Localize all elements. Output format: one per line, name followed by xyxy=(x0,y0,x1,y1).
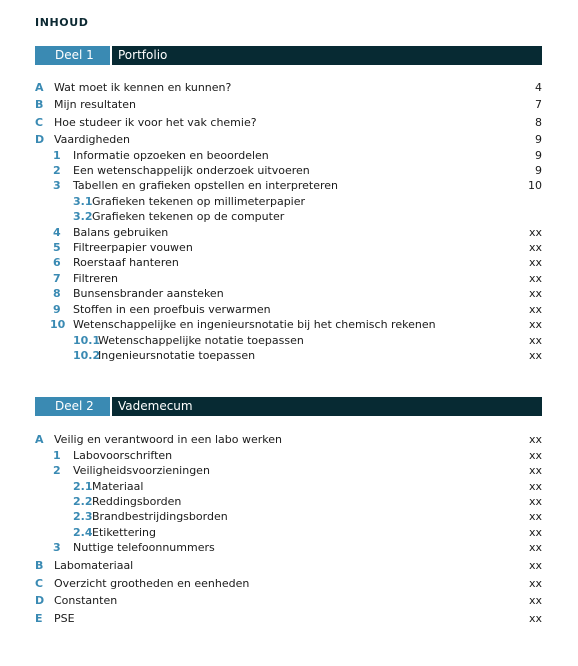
entry-page: 10 xyxy=(528,179,542,192)
entry-number: 10.2 xyxy=(73,349,101,362)
entry-number: D xyxy=(35,594,45,607)
entry-page: 8 xyxy=(535,116,542,129)
entry-number: C xyxy=(35,116,44,129)
entry-label: Labovoorschriften xyxy=(73,449,173,462)
toc-entry[interactable] xyxy=(0,593,578,608)
entry-page: xx xyxy=(528,318,542,331)
toc-entry[interactable] xyxy=(0,432,578,447)
entry-label: PSE xyxy=(54,612,75,625)
entry-label: Constanten xyxy=(54,594,118,607)
entry-label: Filtreerpapier vouwen xyxy=(73,241,193,254)
part-title: Portfolio xyxy=(110,46,167,65)
entry-page: 4 xyxy=(535,81,542,94)
entry-page: xx xyxy=(528,256,542,269)
entry-page: xx xyxy=(528,303,542,316)
entry-page: xx xyxy=(528,272,542,285)
toc-entry[interactable] xyxy=(0,611,578,626)
part-number: Deel 1 xyxy=(35,46,110,65)
entry-number: B xyxy=(35,98,44,111)
toc-entry[interactable] xyxy=(0,509,578,524)
entry-page: xx xyxy=(528,433,542,446)
entry-page: xx xyxy=(528,480,542,493)
toc-entry[interactable] xyxy=(0,525,578,540)
entry-label: Reddingsborden xyxy=(92,495,182,508)
entry-number: 2.3 xyxy=(73,510,93,523)
entry-label: Labomateriaal xyxy=(54,559,134,572)
entry-number: E xyxy=(35,612,43,625)
part-2-header xyxy=(35,397,542,416)
entry-page: 9 xyxy=(535,133,542,146)
part-title: Vademecum xyxy=(110,397,193,416)
entry-label: Wetenschappelijke notatie toepassen xyxy=(98,334,304,347)
entry-page: xx xyxy=(528,541,542,554)
entry-page: xx xyxy=(528,449,542,462)
entry-label: Mijn resultaten xyxy=(54,98,136,111)
entry-label: Filtreren xyxy=(73,272,119,285)
toc-entry[interactable] xyxy=(0,132,578,147)
toc-entry[interactable] xyxy=(0,255,578,270)
toc-entry[interactable] xyxy=(0,479,578,494)
entry-number: C xyxy=(35,577,44,590)
toc-entry[interactable] xyxy=(0,163,578,178)
toc-entry[interactable] xyxy=(0,194,578,209)
entry-page: xx xyxy=(528,495,542,508)
entry-label: Informatie opzoeken en beoordelen xyxy=(73,149,269,162)
entry-page: xx xyxy=(528,349,542,362)
entry-label: Balans gebruiken xyxy=(73,226,169,239)
toc-entry[interactable] xyxy=(0,225,578,240)
toc-entry[interactable] xyxy=(0,115,578,130)
entry-page: xx xyxy=(528,226,542,239)
entry-label: Bunsensbrander aansteken xyxy=(73,287,224,300)
entry-page: xx xyxy=(528,464,542,477)
entry-label: Brandbestrijdingsborden xyxy=(92,510,228,523)
entry-number: B xyxy=(35,559,44,572)
toc-entry[interactable] xyxy=(0,448,578,463)
entry-label: Ingenieursnotatie toepassen xyxy=(98,349,256,362)
entry-label: Etikettering xyxy=(92,526,156,539)
entry-number: 2.1 xyxy=(73,480,93,493)
entry-label: Nuttige telefoonnummers xyxy=(73,541,215,554)
entry-label: Wat moet ik kennen en kunnen? xyxy=(54,81,232,94)
entry-label: Materiaal xyxy=(92,480,144,493)
entry-page: xx xyxy=(528,334,542,347)
entry-label: Stoffen in een proefbuis verwarmen xyxy=(73,303,271,316)
page-title: INHOUD xyxy=(35,16,89,29)
entry-label: Een wetenschappelijk onderzoek uitvoeren xyxy=(73,164,310,177)
toc-entry[interactable] xyxy=(0,286,578,301)
entry-number: 10 xyxy=(50,318,66,331)
entry-page: xx xyxy=(528,594,542,607)
entry-label: Tabellen en grafieken opstellen en interpreteren xyxy=(73,179,338,192)
toc-entry[interactable] xyxy=(0,148,578,163)
entry-page: xx xyxy=(528,241,542,254)
toc-entry[interactable] xyxy=(0,302,578,317)
entry-page: xx xyxy=(528,577,542,590)
entry-page: 7 xyxy=(535,98,542,111)
entry-number: 3.1 xyxy=(73,195,93,208)
toc-entry[interactable] xyxy=(0,540,578,555)
entry-number: A xyxy=(35,81,44,94)
entry-page: xx xyxy=(528,612,542,625)
entry-page: xx xyxy=(528,287,542,300)
entry-number: 9 xyxy=(53,303,61,316)
entry-number: 3 xyxy=(53,541,61,554)
toc-entry[interactable] xyxy=(0,558,578,573)
entry-number: A xyxy=(35,433,44,446)
entry-number: 3.2 xyxy=(73,210,93,223)
entry-label: Grafieken tekenen op de computer xyxy=(92,210,285,223)
entry-page: 9 xyxy=(535,164,542,177)
entry-number: 5 xyxy=(53,241,61,254)
entry-number: 3 xyxy=(53,179,61,192)
entry-number: 2.2 xyxy=(73,495,93,508)
entry-page: xx xyxy=(528,526,542,539)
toc-entry[interactable] xyxy=(0,348,578,363)
entry-number: D xyxy=(35,133,45,146)
entry-number: 1 xyxy=(53,449,61,462)
part-number: Deel 2 xyxy=(35,397,110,416)
part-1-header xyxy=(35,46,542,65)
toc-entry[interactable] xyxy=(0,576,578,591)
toc-entry[interactable] xyxy=(0,271,578,286)
toc-entry[interactable] xyxy=(0,494,578,509)
entry-label: Veilig en verantwoord in een labo werken xyxy=(54,433,282,446)
entry-label: Overzicht grootheden en eenheden xyxy=(54,577,250,590)
entry-number: 7 xyxy=(53,272,61,285)
entry-number: 2 xyxy=(53,164,61,177)
entry-number: 1 xyxy=(53,149,61,162)
toc-entry[interactable] xyxy=(0,178,578,193)
entry-number: 4 xyxy=(53,226,61,239)
toc-entry[interactable] xyxy=(0,333,578,348)
toc-entry[interactable] xyxy=(0,463,578,478)
entry-number: 8 xyxy=(53,287,61,300)
toc-entry[interactable] xyxy=(0,97,578,112)
toc-entry[interactable] xyxy=(0,209,578,224)
toc-entry[interactable] xyxy=(0,317,578,332)
entry-number: 6 xyxy=(53,256,61,269)
entry-page: xx xyxy=(528,510,542,523)
entry-number: 2.4 xyxy=(73,526,93,539)
entry-label: Grafieken tekenen op millimeterpapier xyxy=(92,195,306,208)
entry-label: Vaardigheden xyxy=(54,133,130,146)
entry-page: 9 xyxy=(535,149,542,162)
entry-label: Roerstaaf hanteren xyxy=(73,256,179,269)
entry-label: Wetenschappelijke en ingenieursnotatie bij het chemisch rekenen xyxy=(73,318,436,331)
entry-page: xx xyxy=(528,559,542,572)
toc-entry[interactable] xyxy=(0,240,578,255)
entry-label: Hoe studeer ik voor het vak chemie? xyxy=(54,116,257,129)
entry-number: 2 xyxy=(53,464,61,477)
entry-number: 10.1 xyxy=(73,334,101,347)
toc-entry[interactable] xyxy=(0,80,578,95)
entry-label: Veiligheidsvoorzieningen xyxy=(73,464,210,477)
